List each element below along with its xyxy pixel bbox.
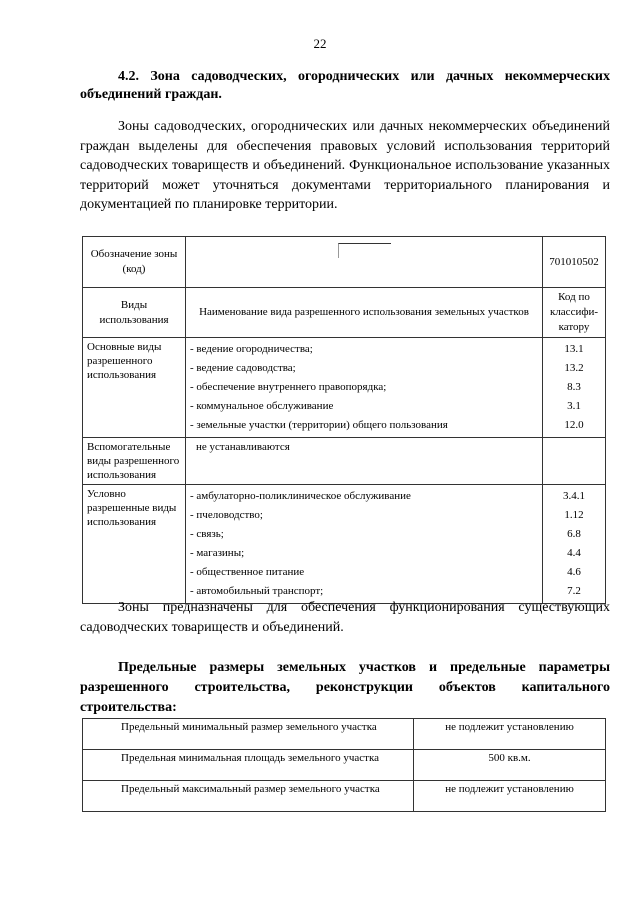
list-code: 3.1: [567, 400, 581, 412]
list-item: - ведение огородничества;: [190, 343, 313, 355]
list-item: - обеспечение внутреннего правопорядка;: [190, 381, 387, 393]
placeholder-box: [338, 243, 391, 258]
intro-paragraph: Зоны садоводческих, огороднических или дачных некоммерческих объединений граждан выделены для обеспечения правовых условий использования территорий садоводческих товариществ и объединений. Функциональное использование указанных территорий может уточняться документами территориального планирования и документацией по планировке территории.: [80, 119, 610, 212]
main-uses-names: [186, 338, 543, 438]
aux-uses-value: не устанавливаются: [186, 438, 543, 485]
conditional-uses-row: [83, 485, 606, 604]
purpose-paragraph: Зоны предназначены для обеспечения функционирования существующих садоводческих товариществ и объединений.: [80, 600, 610, 635]
list-code: 13.2: [564, 362, 584, 374]
conditional-uses-label: Условно разрешенные виды использования: [83, 485, 186, 604]
aux-uses-code: [543, 438, 606, 485]
header-row: [83, 288, 606, 338]
limits-heading: Предельные размеры земельных участков и предельные параметры разрешенного строительства, реконструкции объектов капитального строительства:: [80, 660, 610, 715]
limit-value: 500 кв.м.: [414, 750, 606, 781]
list-code: 4.4: [567, 547, 581, 559]
zone-table: [82, 236, 606, 604]
aux-uses-label: Вспомогательные виды разрешенного использования: [83, 438, 186, 485]
list-item: - амбулаторно-поликлиническое обслуживание: [190, 490, 411, 502]
header-name: Наименование вида разрешенного использования земельных участков: [186, 288, 543, 338]
list-item: - ведение садоводства;: [190, 362, 296, 374]
conditional-uses-names: [186, 485, 543, 604]
list-code: 4.6: [567, 566, 581, 578]
list-code: 12.0: [564, 419, 584, 431]
zone-code-row: [83, 237, 606, 288]
list-code: 6.8: [567, 528, 581, 540]
list-item: - пчеловодство;: [190, 509, 263, 521]
aux-uses-row: [83, 438, 606, 485]
limit-value: не подлежит установлению: [414, 781, 606, 812]
zone-code-marker: [186, 237, 543, 288]
list-item: - коммунальное обслуживание: [190, 400, 334, 412]
list-code: 8.3: [567, 381, 581, 393]
main-uses-label: Основные виды разрешенного использования: [83, 338, 186, 438]
list-item: - общественное питание: [190, 566, 305, 578]
list-code: 1.12: [564, 509, 584, 521]
list-item: - автомобильный транспорт;: [190, 585, 324, 597]
page-number: 22: [313, 36, 327, 51]
list-item: - земельные участки (территории) общего пользования: [190, 419, 448, 431]
table-row: [83, 750, 606, 781]
limit-label: Предельный минимальный размер земельного участка: [83, 719, 414, 750]
section-heading: 4.2. Зона садоводческих, огороднических или дачных некоммерческих объединений граждан.: [80, 69, 610, 102]
limit-label: Предельная минимальная площадь земельного участка: [83, 750, 414, 781]
table-row: [83, 781, 606, 812]
main-uses-row: [83, 338, 606, 438]
list-code: 7.2: [567, 585, 581, 597]
zone-code: 701010502: [543, 237, 606, 288]
conditional-uses-codes: [543, 485, 606, 604]
main-uses-codes: [543, 338, 606, 438]
limits-table: [82, 718, 606, 812]
zone-label: Обозначение зоны (код): [83, 237, 186, 288]
table-row: [83, 719, 606, 750]
list-code: 13.1: [564, 343, 584, 355]
list-item: - магазины;: [190, 547, 245, 559]
list-item: - связь;: [190, 528, 224, 540]
header-uses: Виды использования: [83, 288, 186, 338]
list-code: 3.4.1: [563, 490, 585, 502]
limit-value: не подлежит установлению: [414, 719, 606, 750]
limit-label: Предельный максимальный размер земельного участка: [83, 781, 414, 812]
header-code: Код по классифи-катору: [543, 288, 606, 338]
